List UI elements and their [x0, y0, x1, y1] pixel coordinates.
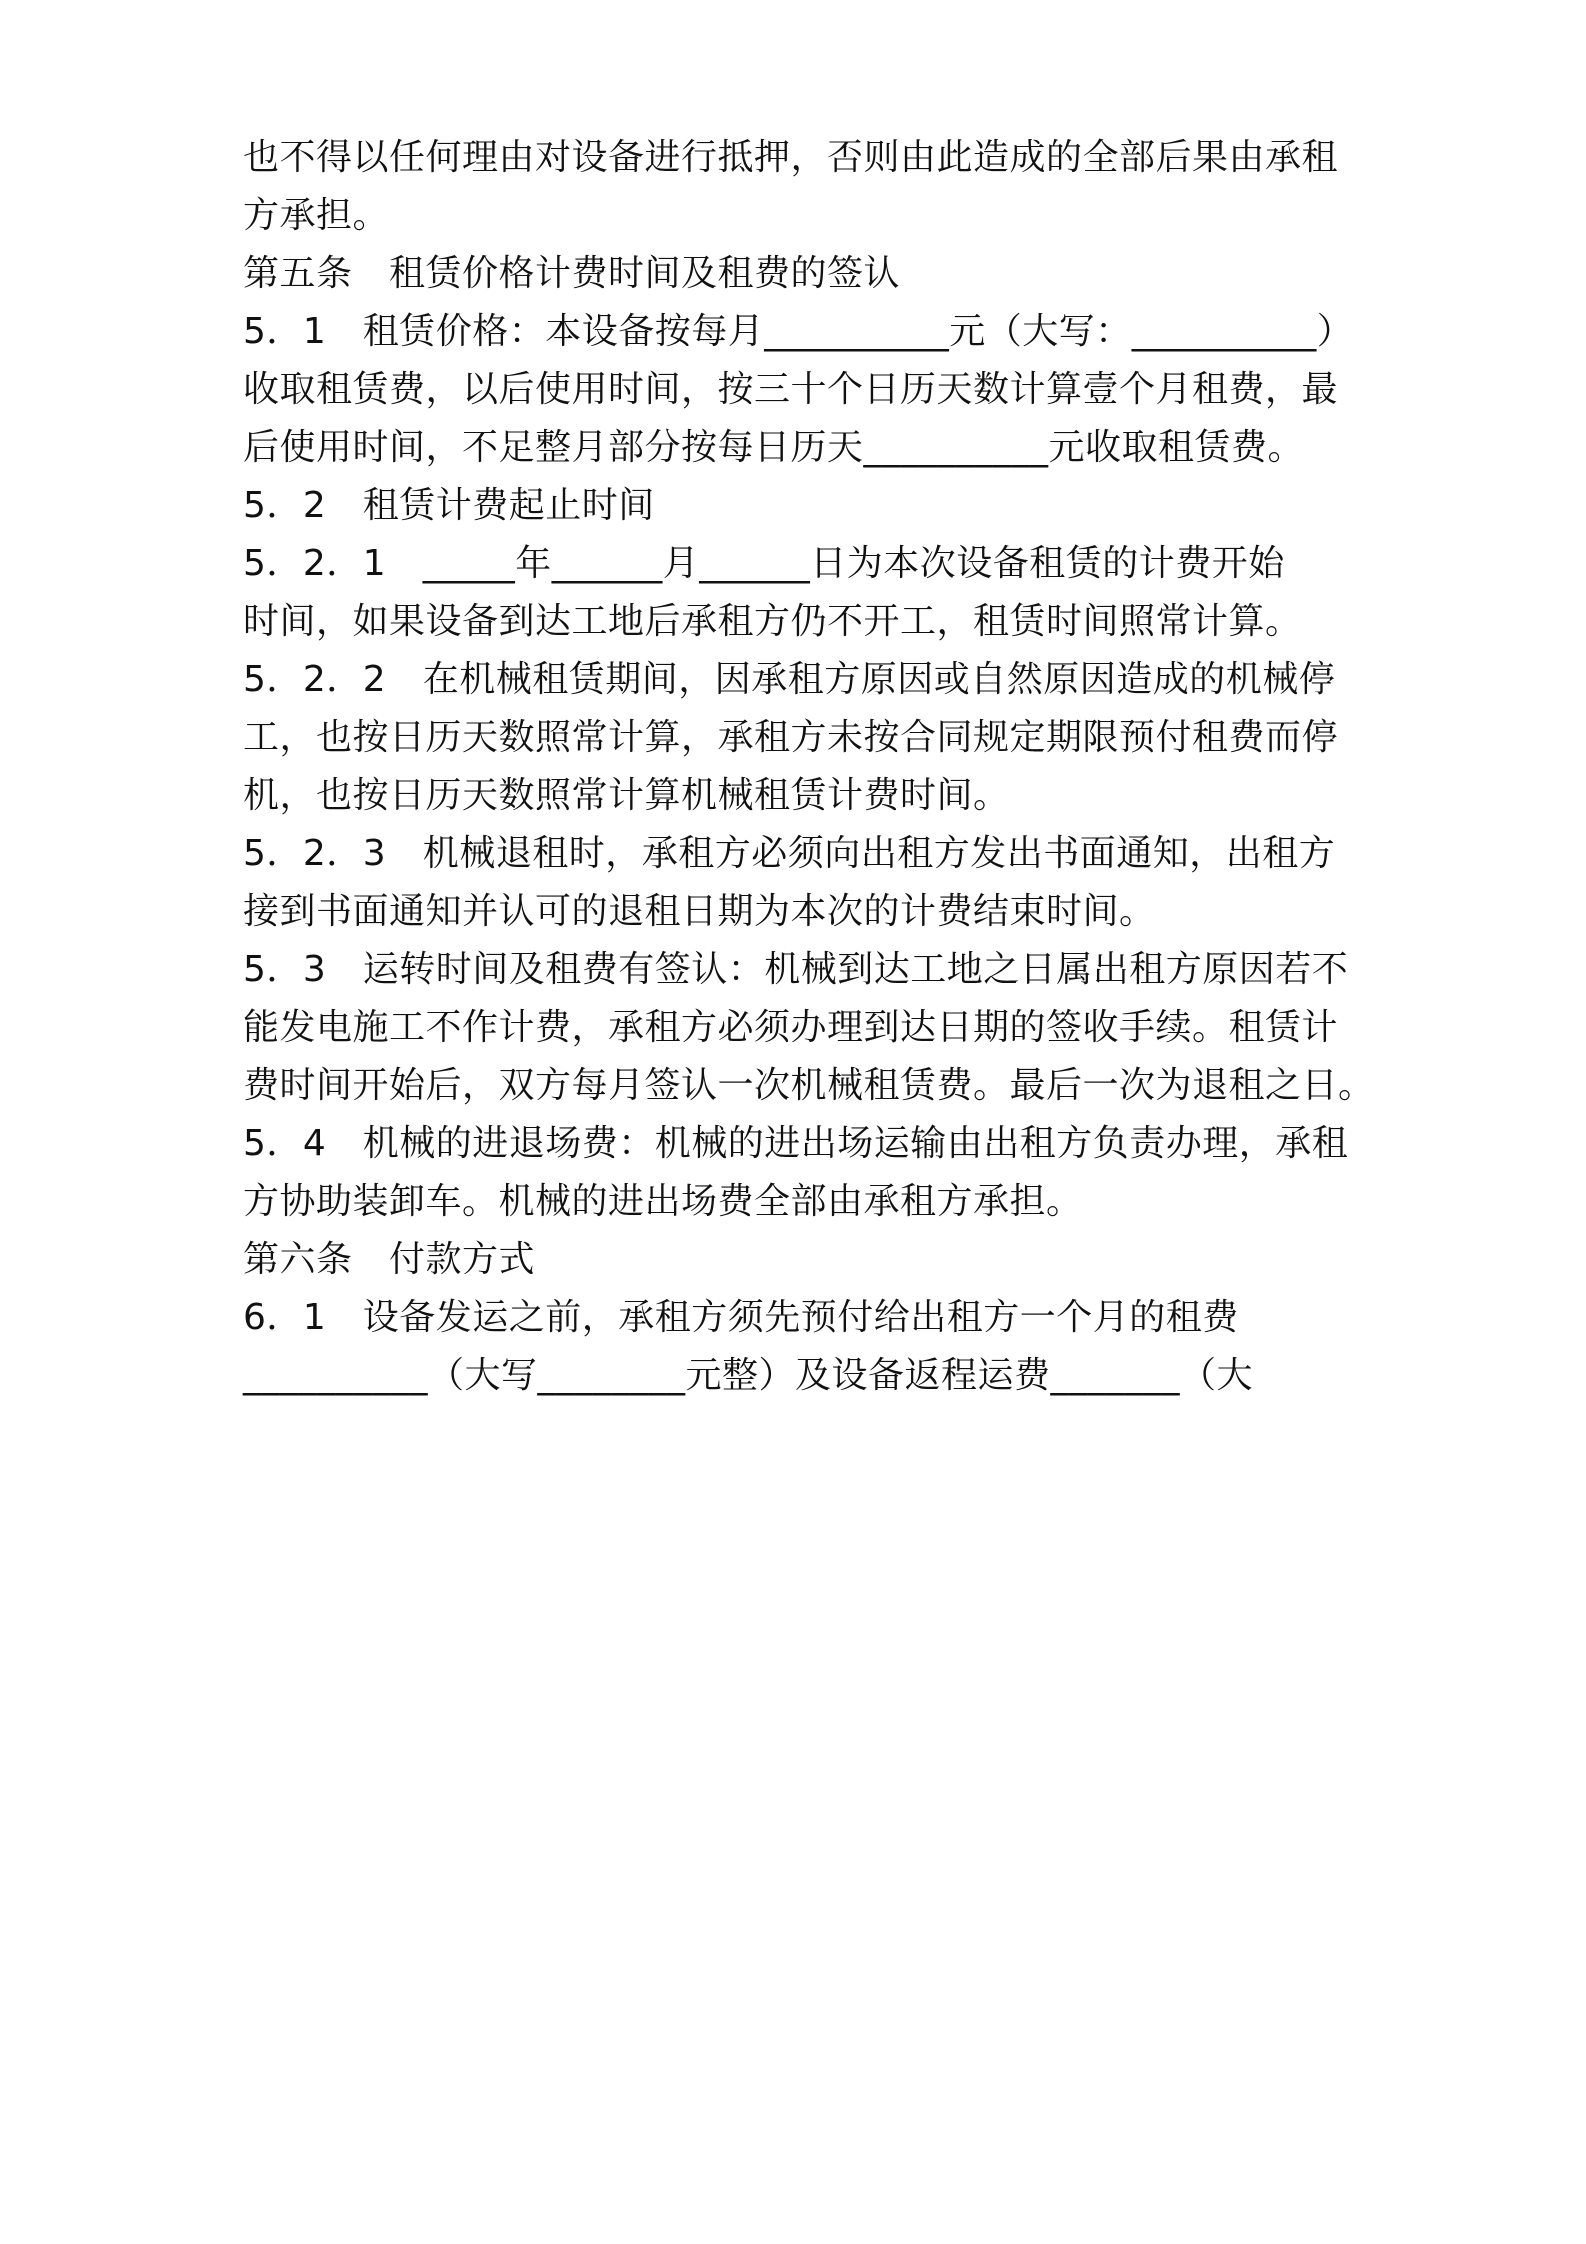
clause-line: 5．4 机械的进退场费：机械的进出场运输由出租方负责办理，承租: [243, 1123, 1349, 1164]
text-line: 工，也按日历天数照常计算，承租方未按合同规定期限预付租费而停: [243, 717, 1339, 758]
text-line: __________（大写________元整）及设备返程运费_______（大: [243, 1355, 1254, 1396]
clause-line: 5．2 租赁计费起止时间: [243, 485, 655, 526]
clause-line: 5．2．1 _____年______月______日为本次设备租赁的计费开始: [243, 543, 1285, 584]
text-line: 也不得以任何理由对设备进行抵押，否则由此造成的全部后果由承租: [243, 137, 1339, 178]
section-heading: 第六条 付款方式: [243, 1239, 536, 1280]
text-line: 能发电施工不作计费，承租方必须办理到达日期的签收手续。租赁计: [243, 1007, 1339, 1048]
text-line: 费时间开始后，双方每月签认一次机械租赁费。最后一次为退租之日。: [243, 1065, 1375, 1106]
clause-line: 5．2．3 机械退租时，承租方必须向出租方发出书面通知，出租方: [243, 833, 1336, 874]
text-line: 接到书面通知并认可的退租日期为本次的计费结束时间。: [243, 891, 1156, 932]
text-line: 时间，如果设备到达工地后承租方仍不开工，租赁时间照常计算。: [243, 601, 1302, 642]
text-line: 后使用时间，不足整月部分按每日历天__________元收取租赁费。: [243, 427, 1305, 468]
clause-line: 5．2．2 在机械租赁期间，因承租方原因或自然原因造成的机械停: [243, 659, 1336, 700]
text-line: 方协助装卸车。机械的进出场费全部由承租方承担。: [243, 1181, 1083, 1222]
text-line: 机，也按日历天数照常计算机械租赁计费时间。: [243, 775, 1010, 816]
clause-line: 5．3 运转时间及租费有签认：机械到达工地之日属出租方原因若不: [243, 949, 1349, 990]
text-line: 收取租赁费，以后使用时间，按三十个日历天数计算壹个月租费，最: [243, 369, 1339, 410]
text-line: 方承担。: [243, 195, 390, 236]
clause-line: 6．1 设备发运之前，承租方须先预付给出租方一个月的租费: [243, 1297, 1239, 1338]
clause-line: 5．1 租赁价格：本设备按每月__________元（大写：__________）: [243, 311, 1354, 352]
section-heading: 第五条 租赁价格计费时间及租费的签认: [243, 253, 901, 294]
